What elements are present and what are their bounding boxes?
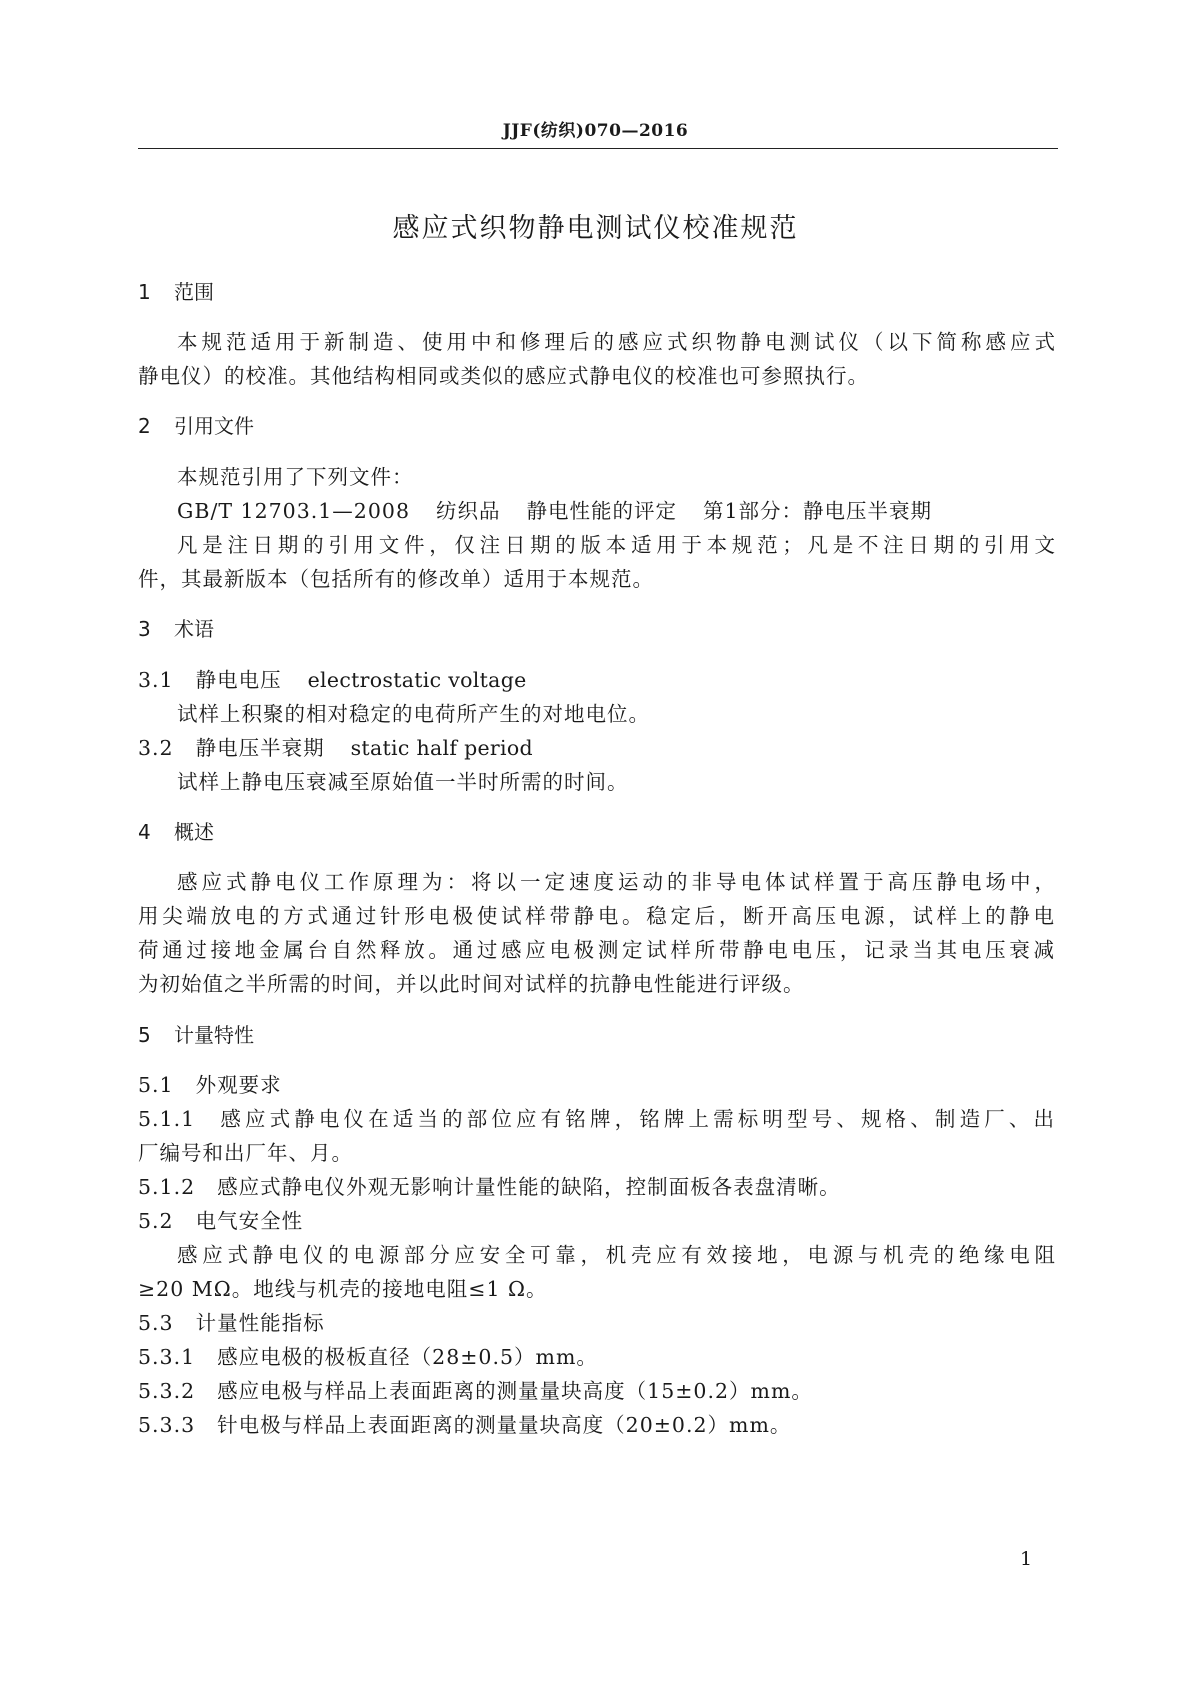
clause-line: 厂编号和出厂年、月。 [138,1141,353,1165]
term-chinese: 静电压半衰期 [195,736,325,760]
term-definition: 试样上静电压衰减至原始值一半时所需的时间。 [177,770,629,794]
section-1-heading [138,278,214,306]
document-title: 感应式织物静电测试仪校准规范 [392,213,799,244]
clause-heading [138,1207,303,1235]
clause-number: 5.1 [138,1073,174,1097]
clause-number: 5.3.3 [138,1413,196,1437]
header-rule [138,148,1058,149]
reference-title: 静电性能的评定 [526,499,677,523]
section-4-heading [138,818,214,846]
reference-title: 纺织品 [435,499,501,523]
paragraph-line: 为初始值之半所需的时间，并以此时间对试样的抗静电性能进行评级。 [138,972,805,996]
section-3-heading [138,615,214,643]
paragraph-line: 本规范适用于新制造、使用中和修理后的感应式织物静电测试仪（以下简称感应式 [177,330,1056,354]
section-2-heading [138,412,254,440]
section-title: 范围 [174,280,214,304]
section-5-heading [138,1021,254,1049]
section-number: 5 [138,1023,151,1047]
paragraph-line: 静电仪）的校准。其他结构相同或类似的感应式静电仪的校准也可参照执行。 [138,364,869,388]
clause-line [138,1411,791,1439]
term-entry [138,734,533,762]
term-chinese: 静电电压 [195,668,282,692]
paragraph-line: 本规范引用了下列文件： [177,465,414,489]
clause-text: 针电极与样品上表面距离的测量量块高度（20±0.2）mm。 [217,1413,792,1437]
term-definition: 试样上积聚的相对稳定的电荷所产生的对地电位。 [177,702,650,726]
paragraph-line: 凡是注日期的引用文件，仅注日期的版本适用于本规范；凡是不注日期的引用文 [177,533,1056,557]
term-english: static half period [350,736,533,760]
paragraph-line: 感应式静电仪的电源部分应安全可靠，机壳应有效接地，电源与机壳的绝缘电阻 [177,1243,1056,1267]
clause-number: 5.2 [138,1209,174,1233]
paragraph-line: 荷通过接地金属台自然释放。通过感应电极测定试样所带静电电压，记录当其电压衰减 [138,938,1055,962]
clause-line [138,1343,598,1371]
page-number: 1 [1020,1548,1033,1570]
clause-number: 5.3 [138,1311,174,1335]
clause-text: 感应电极与样品上表面距离的测量量块高度（15±0.2）mm。 [217,1379,813,1403]
reference-title: 第1部分：静电压半衰期 [702,499,933,523]
section-number: 2 [138,414,151,438]
reference-code: GB/T 12703.1—2008 [177,499,410,523]
term-entry [138,666,527,694]
term-english: electrostatic voltage [307,668,527,692]
clause-number: 5.1.1 [138,1107,196,1131]
section-title: 计量特性 [174,1023,254,1047]
clause-number: 5.3.2 [138,1379,196,1403]
section-title: 概述 [174,820,214,844]
paragraph-line: ≥20 MΩ。地线与机壳的接地电阻≤1 Ω。 [138,1277,548,1301]
clause-number: 5.3.1 [138,1345,196,1369]
clause-text: 感应电极的极板直径（28±0.5）mm。 [217,1345,598,1369]
section-title: 术语 [174,617,214,641]
clause-heading [138,1071,282,1099]
section-title: 引用文件 [174,414,254,438]
paragraph-line: 用尖端放电的方式通过针形电极使试样带静电。稳定后，断开高压电源，试样上的静电 [138,904,1055,928]
clause-line [138,1377,813,1405]
term-number: 3.2 [138,736,174,760]
clause-number: 5.1.2 [138,1175,196,1199]
paragraph-line: 件，其最新版本（包括所有的修改单）适用于本规范。 [138,567,654,591]
section-number: 4 [138,820,151,844]
clause-text: 感应式静电仪外观无影响计量性能的缺陷，控制面板各表盘清晰。 [217,1175,841,1199]
section-number: 1 [138,280,151,304]
section-number: 3 [138,617,151,641]
term-number: 3.1 [138,668,174,692]
clause-line [138,1105,1055,1133]
reference-entry [177,497,932,525]
clause-text: 感应式静电仪在适当的部位应有铭牌，铭牌上需标明型号、规格、制造厂、出 [217,1107,1055,1131]
clause-title: 计量性能指标 [195,1311,325,1335]
clause-title: 外观要求 [195,1073,282,1097]
standard-code: JJF(纺织)070—2016 [502,121,689,141]
clause-heading [138,1309,325,1337]
clause-line [138,1173,841,1201]
paragraph-line: 感应式静电仪工作原理为：将以一定速度运动的非导电体试样置于高压静电场中， [177,870,1056,894]
clause-title: 电气安全性 [195,1209,304,1233]
